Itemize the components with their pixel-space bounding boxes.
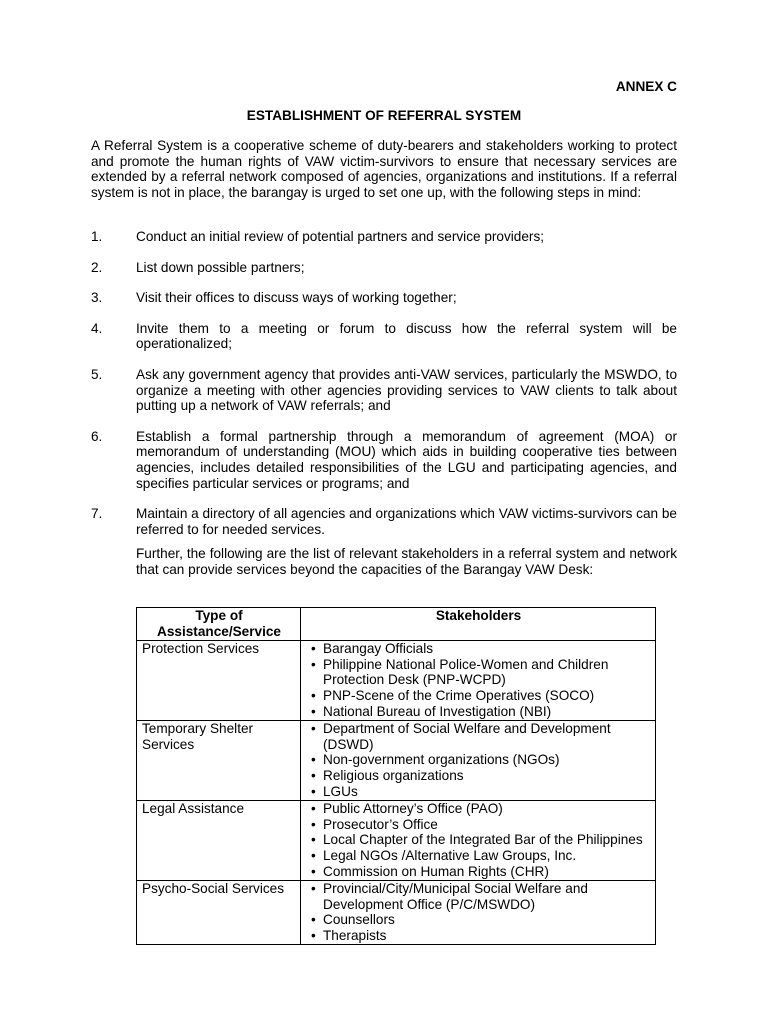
step-number: 3.	[91, 290, 103, 306]
step-text: Establish a formal partnership through a memorandum of agreement (MOA) or memorandum of understanding (MOU) which aids in building cooperative ties between agencies, includes detailed responsibilities of the LGU and participating agencies, and specifies particular services or programs; and	[136, 428, 677, 491]
step-text: Conduct an initial review of potential partners and service providers;	[136, 229, 545, 244]
step-number: 6.	[91, 428, 103, 444]
table-row	[137, 641, 656, 721]
step-number: 7.	[91, 506, 103, 522]
stakeholder-list	[306, 881, 651, 943]
stakeholder-item: • Legal NGOs /Alternative Law Groups, Inc.	[306, 848, 651, 864]
step-item	[91, 506, 677, 537]
step-text: Invite them to a meeting or forum to discuss how the referral system will be operationalized;	[136, 320, 677, 352]
step-item	[91, 321, 677, 352]
stakeholders-cell	[301, 881, 656, 945]
step-number: 1.	[91, 229, 103, 244]
stakeholder-item: • PNP-Scene of the Crime Operatives (SOCO)	[306, 688, 651, 704]
table-row	[137, 801, 656, 881]
step-text: Maintain a directory of all agencies and organizations which VAW victims-survivors can be referred to for needed services.	[136, 506, 677, 537]
service-type-cell: Legal Assistance	[137, 801, 301, 881]
further-paragraph: Further, the following are the list of relevant stakeholders in a referral system and network that can provide services beyond the capacities of the Barangay VAW Desk:	[136, 546, 677, 577]
step-item	[91, 367, 677, 414]
stakeholder-item: • Non-government organizations (NGOs)	[306, 752, 651, 768]
table-row	[137, 881, 656, 945]
table-row	[137, 721, 656, 801]
table-header-row	[137, 608, 656, 641]
header-type: Type of Assistance/Service	[137, 608, 301, 641]
step-text: Ask any government agency that provides anti-VAW services, particularly the MSWDO, to organize a meeting with other agencies providing services to VAW clients to talk about putting up a network of VAW referrals; and	[136, 366, 677, 414]
step-item	[91, 290, 677, 306]
step-number: 4.	[91, 320, 103, 336]
stakeholder-item: • Public Attorney’s Office (PAO)	[306, 801, 651, 817]
service-type-cell: Temporary Shelter Services	[137, 721, 301, 801]
intro-paragraph: A Referral System is a cooperative scheme of duty-bearers and stakeholders working to protect and promote the human rights of VAW victim-survivors to ensure that necessary services are extended by a referral network composed of agencies, organizations and institutions. If a referral system is not in place, the barangay is urged to set one up, with the following steps in mind:	[91, 138, 677, 200]
step-item	[91, 229, 677, 245]
stakeholder-list	[306, 641, 651, 719]
service-type-cell: Psycho-Social Services	[137, 881, 301, 945]
step-number: 5.	[91, 366, 103, 382]
stakeholders-cell	[301, 721, 656, 801]
annex-label: ANNEX C	[615, 79, 677, 94]
step-item	[91, 429, 677, 491]
stakeholder-item: • LGUs	[306, 784, 651, 800]
stakeholder-item: • Counsellors	[306, 912, 651, 928]
stakeholder-item: • Therapists	[306, 928, 651, 944]
step-number: 2.	[91, 259, 103, 275]
stakeholders-table	[136, 607, 656, 945]
step-text: Visit their offices to discuss ways of working together;	[136, 290, 457, 306]
stakeholder-item: • Barangay Officials	[306, 641, 651, 657]
stakeholder-item: • Religious organizations	[306, 768, 651, 784]
stakeholder-item: • National Bureau of Investigation (NBI)	[306, 704, 651, 720]
stakeholder-item: • Commission on Human Rights (CHR)	[306, 864, 651, 880]
stakeholder-list	[306, 801, 651, 879]
stakeholder-item: • Philippine National Police-Women and Children Protection Desk (PNP-WCPD)	[306, 657, 651, 688]
stakeholders-cell	[301, 801, 656, 881]
header-stakeholders: Stakeholders	[301, 608, 656, 641]
service-type-cell: Protection Services	[137, 641, 301, 721]
step-item	[91, 260, 677, 276]
stakeholder-list	[306, 721, 651, 799]
stakeholder-item: • Prosecutor’s Office	[306, 817, 651, 833]
stakeholder-item: • Provincial/City/Municipal Social Welfare and Development Office (P/C/MSWDO)	[306, 881, 651, 912]
step-text: List down possible partners;	[136, 259, 305, 275]
stakeholder-item: • Local Chapter of the Integrated Bar of the Philippines	[306, 832, 651, 848]
document-title: ESTABLISHMENT OF REFERRAL SYSTEM	[246, 108, 522, 123]
stakeholder-item: • Department of Social Welfare and Development (DSWD)	[306, 721, 651, 752]
steps-list	[91, 229, 677, 552]
stakeholders-cell	[301, 641, 656, 721]
